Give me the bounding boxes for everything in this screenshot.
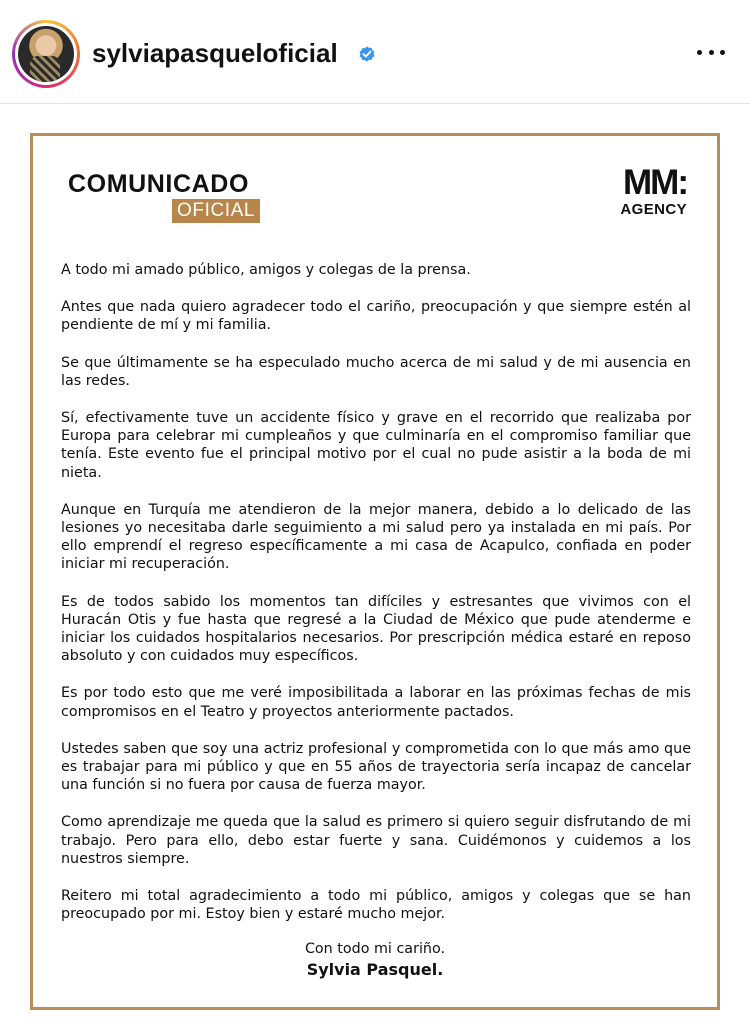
profile-avatar-frame (15, 23, 77, 85)
statement-paragraph: Sí, efectivamente tuve un accidente físico y grave en el recorrido que realizaba por Europa para celebrar mi cumpleaños y que culminaría en el compromiso familiar que tenía. Este evento fue el principal motivo por el cual no pude asistir a la boda de mi nieta. (61, 410, 691, 481)
statement-subtitle: OFICIAL (172, 199, 260, 223)
profile-avatar-ring[interactable] (12, 20, 80, 88)
statement-paragraph: Es de todos sabido los momentos tan difíciles y estresantes que vivimos con el Huracán Otis y fue hasta que regresé a la Ciudad de México que pude atenderme e iniciar los cuidados hospitalarios necesarios. Por prescripción médica estaré en reposo absoluto y con cuidados muy específicos. (61, 593, 691, 665)
statement-body (61, 261, 691, 942)
more-options-dot (697, 50, 702, 55)
statement-paragraph: Aunque en Turquía me atendieron de la mejor manera, debido a lo delicado de las lesiones yo necesitaba darle seguimiento a mi salud pero ya instalada en mi país. Por ello emprendí el regreso específicamente a mi casa de Acapulco, confiada en poder iniciar mi recuperación. (61, 501, 691, 573)
post-header (0, 0, 750, 104)
more-options-icon[interactable] (697, 42, 725, 62)
profile-username[interactable]: sylviapasqueloficial (92, 38, 338, 68)
agency-name: AGENCY (620, 201, 687, 218)
official-statement-image (30, 133, 720, 1010)
mm-agency-logo (607, 164, 687, 220)
signature-name: Sylvia Pasquel. (306, 960, 444, 979)
statement-paragraph: Antes que nada quiero agradecer todo el cariño, preocupación y que siempre estén al pendiente de mí y mi familia. (61, 299, 691, 334)
statement-paragraph: Ustedes saben que soy una actriz profesional y comprometida con lo que más amo que es trabajar para mi público y que en 55 años de trayectoria sería incapaz de cancelar una función si no fuera por causa de fuerza mayor. (61, 740, 691, 794)
profile-avatar[interactable] (18, 26, 74, 82)
statement-title: COMUNICADO (68, 170, 249, 198)
statement-paragraph: Es por todo esto que me veré imposibilitada a laborar en las próximas fechas de mis compromisos en el Teatro y proyectos anteriormente pactados. (61, 685, 691, 720)
statement-paragraph: Se que últimamente se ha especulado mucho acerca de mi salud y de mi ausencia en las redes. (61, 354, 691, 389)
agency-mark: MM: (623, 163, 687, 202)
statement-paragraph: Como aprendizaje me queda que la salud es primero si quiero seguir disfrutando de mi trabajo. Pero para ello, debo estar fuerte y sana. Cuidémonos y cuidemos a los nuestros siempre. (61, 814, 691, 867)
closing-line: Con todo mi cariño. (304, 941, 446, 957)
statement-paragraph: Reitero mi total agradecimiento a todo mi público, amigos y colegas que se han preocupado por mi. Estoy bien y estaré mucho mejor. (61, 888, 691, 923)
more-options-dot (709, 50, 714, 55)
statement-paragraph: A todo mi amado público, amigos y colegas de la prensa. (61, 262, 471, 278)
statement-title-block (68, 170, 260, 223)
statement-signature-block (33, 939, 717, 981)
more-options-dot (720, 50, 725, 55)
verified-badge-icon (358, 45, 376, 63)
